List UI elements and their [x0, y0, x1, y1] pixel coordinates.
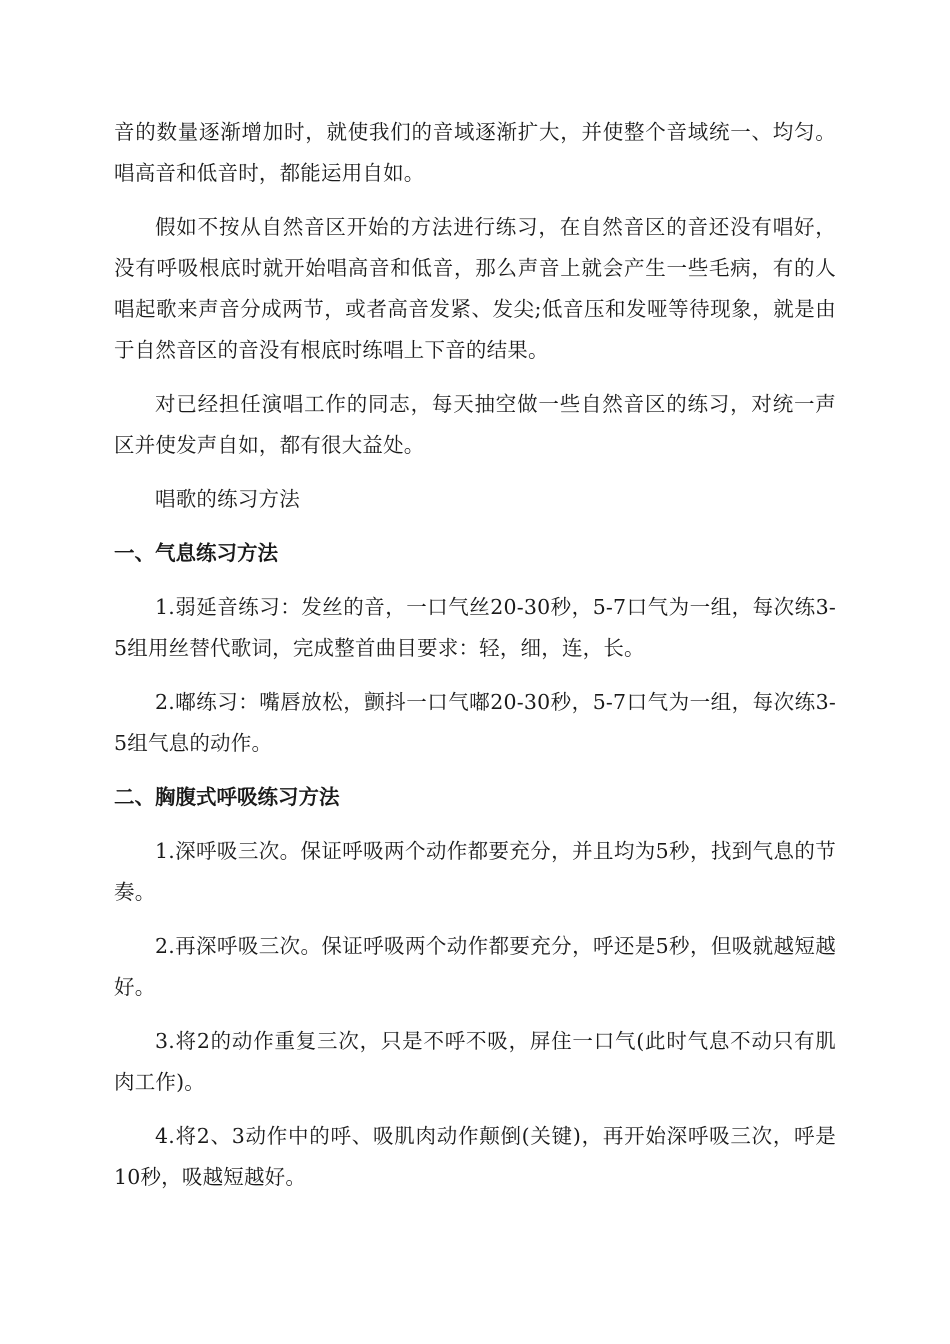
paragraph-practice-warning: 假如不按从自然音区开始的方法进行练习，在自然音区的音还没有唱好，没有呼吸根底时就开始唱高音和低音，那么声音上就会产生一些毛病，有的人唱起歌来声音分成两节，或者高音发紧、发尖;低音压和发哑等待现象，就是由于自然音区的音没有根底时练唱上下音的结果。	[114, 215, 836, 362]
list-item: 3.将2的动作重复三次，只是不呼不吸，屏住一口气(此时气息不动只有肌肉工作)。	[114, 1029, 836, 1094]
list-item: 2.嘟练习：嘴唇放松，颤抖一口气嘟20-30秒，5-7口气为一组，每次练3-5组气息的动作。	[114, 690, 836, 755]
list-item: 1.深呼吸三次。保证呼吸两个动作都要充分，并且均为5秒，找到气息的节奏。	[114, 839, 836, 904]
paragraph-methods-title: 唱歌的练习方法	[155, 487, 300, 511]
section-heading-breath: 一、气息练习方法	[114, 541, 278, 565]
list-item: 4.将2、3动作中的呼、吸肌肉动作颠倒(关键)，再开始深呼吸三次，呼是10秒，吸越短越好。	[114, 1124, 836, 1189]
paragraph-daily-practice: 对已经担任演唱工作的同志，每天抽空做一些自然音区的练习，对统一声区并使发声自如，都有很大益处。	[114, 392, 836, 457]
section-heading-chest-abdominal: 二、胸腹式呼吸练习方法	[114, 785, 340, 809]
list-item: 1.弱延音练习：发丝的音，一口气丝20-30秒，5-7口气为一组，每次练3-5组用丝替代歌词，完成整首曲目要求：轻，细，连，长。	[114, 595, 836, 660]
list-item: 2.再深呼吸三次。保证呼吸两个动作都要充分，呼还是5秒，但吸就越短越好。	[114, 934, 836, 999]
paragraph-vocal-range: 音的数量逐渐增加时，就使我们的音域逐渐扩大，并使整个音域统一、均匀。唱高音和低音时，都能运用自如。	[114, 120, 836, 185]
document-body	[114, 112, 836, 1211]
